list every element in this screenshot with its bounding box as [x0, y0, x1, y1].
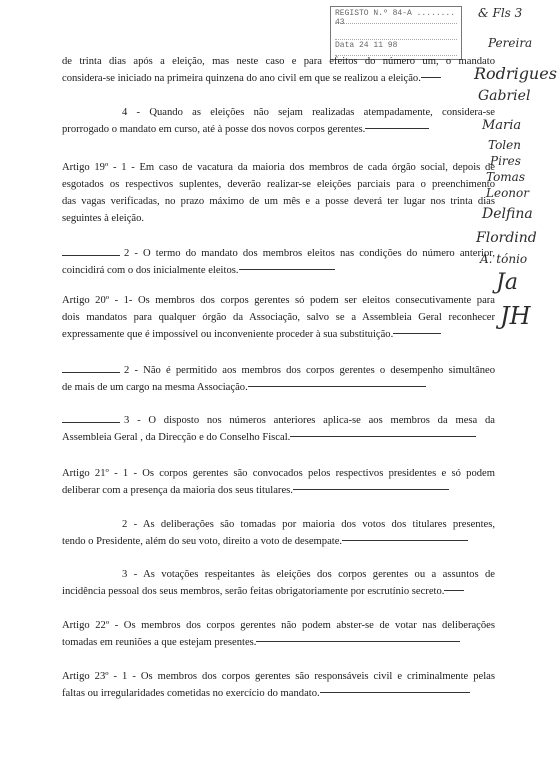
text-line: 2 - As deliberações são tomadas por maioria dos votos dos titulares presentes, [122, 519, 495, 530]
paragraph [62, 104, 495, 138]
text-line-content: tomadas em reuniões a que estejam presentes. [62, 637, 257, 648]
fill-rule [248, 386, 426, 387]
text-line: seguintes à eleição. [62, 213, 145, 224]
handwritten-signature: JH [500, 302, 531, 330]
text-line-content: expressamente que é impossível ou inconveniente proceder à sua substituição. [62, 329, 394, 340]
fill-rule [290, 436, 476, 437]
text-line: esgotados os respectivos suplentes, deverão realizar-se eleições parciais para o preenchimento [62, 179, 495, 190]
text-line: de trinta dias após a eleição, mas neste caso e para efeitos do número um, o mandato [62, 56, 495, 67]
text-line-content: 3 - O disposto nos números anteriores aplica-se aos membros da mesa da [124, 415, 495, 426]
handwritten-signature: Flordind [476, 230, 537, 246]
text-line: Artigo 19º - 1 - Em caso de vacatura da maioria dos membros de cada órgão social, depois de [62, 162, 495, 173]
handwritten-signature: Leonor [486, 186, 529, 200]
text-line-content: prorrogado o mandato em curso, até à posse dos novos corpos gerentes. [62, 124, 366, 135]
text-line [62, 245, 495, 262]
handwritten-page-mark: & Fls 3 [478, 6, 523, 20]
text-line [62, 362, 495, 379]
text-line: 3 - As votações respeitantes às eleições dos corpos gerentes ou a assuntos de [122, 569, 495, 580]
text-line-content: tendo o Presidente, além do seu voto, direito a voto de desempate. [62, 536, 343, 547]
text-line [62, 634, 495, 651]
handwritten-signature: Maria [482, 118, 522, 133]
text-line [62, 121, 495, 138]
text-line [62, 429, 495, 446]
text-line [62, 533, 495, 550]
text-line-content: Assembleia Geral , da Direcção e do Conselho Fiscal. [62, 432, 291, 443]
handwritten-signature: Delfina [482, 206, 533, 222]
paragraph [62, 566, 495, 600]
fill-rule [320, 692, 470, 693]
text-line: das vagas verificadas, no prazo máximo de um mês e a posse deverá ter lugar nos trinta dias [62, 196, 495, 207]
registration-stamp [330, 6, 462, 60]
text-line [62, 412, 495, 429]
paragraph [62, 53, 495, 87]
lead-rule [62, 422, 120, 423]
text-line [62, 326, 495, 343]
fill-rule [365, 128, 429, 129]
text-line [62, 583, 495, 600]
fill-rule [342, 540, 468, 541]
handwritten-signature: Rodrigues [474, 64, 557, 83]
text-line-content: faltas ou irregularidades cometidas no exercício do mandato. [62, 688, 320, 699]
text-line: 4 - Quando as eleições não sejam realizadas atempadamente, considera-se [122, 107, 495, 118]
paragraph [62, 245, 495, 279]
paragraph [62, 412, 495, 446]
text-line: Artigo 23º - 1 - Os membros dos corpos gerentes são responsáveis civil e criminalmente pelas [62, 671, 495, 682]
text-line [62, 685, 495, 702]
handwritten-signature: Ja [496, 270, 518, 295]
article-paragraph [62, 617, 495, 651]
text-line-content: coincidirá com o dos inicialmente eleitos. [62, 265, 239, 276]
text-line: Artigo 20º - 1- Os membros dos corpos gerentes só podem ser eleitos consecutivamente para [62, 295, 495, 306]
text-line-content: 2 - O termo do mandato dos membros eleitos nas condições do número anterior, [124, 248, 495, 259]
article-paragraph [62, 465, 495, 499]
text-line: Artigo 21º - 1 - Os corpos gerentes são convocados pelos respectivos presidentes e só podem [62, 468, 495, 479]
text-line-content: 2 - Não é permitido aos membros dos corpos gerentes o desempenho simultâneo [124, 365, 495, 376]
fill-rule [239, 269, 335, 270]
article-paragraph [62, 159, 495, 227]
text-line: dois mandatos para qualquer órgão da Associação, salvo se a Assembleia Geral reconhecer [62, 312, 495, 323]
lead-rule [62, 255, 120, 256]
text-line-content: de mais de um cargo na mesma Associação. [62, 382, 248, 393]
fill-rule [444, 590, 464, 591]
handwritten-signature: Pereira [488, 36, 533, 50]
text-line: Artigo 22º - Os membros dos corpos gerentes não podem abster-se de votar nas deliberações [62, 620, 495, 631]
fill-rule [421, 77, 441, 78]
stamp-line: Data 24 11 98 [335, 41, 457, 56]
handwritten-signature: Pires [490, 154, 521, 168]
text-line [62, 379, 495, 396]
paragraph [62, 516, 495, 550]
article-paragraph [62, 668, 495, 702]
stamp-line [335, 25, 457, 40]
text-line-content: considera-se iniciado na primeira quinzena do ano civil em que se realizou a eleição. [62, 73, 421, 84]
text-line-content: incidência pessoal dos seus membros, serão feitas obrigatoriamente por escrutínio secreto. [62, 586, 445, 597]
fill-rule [293, 489, 449, 490]
text-line [62, 482, 495, 499]
article-paragraph [62, 292, 495, 343]
paragraph [62, 362, 495, 396]
handwritten-signature: Tolen [488, 138, 521, 152]
fill-rule [393, 333, 441, 334]
handwritten-signature: Tomas [486, 170, 525, 184]
handwritten-signature: Gabriel [478, 88, 531, 104]
text-line [62, 262, 495, 279]
text-line-content: deliberar com a presença da maioria dos seus titulares. [62, 485, 293, 496]
handwritten-signature: A. tónio [480, 252, 528, 266]
text-line [62, 70, 495, 87]
lead-rule [62, 372, 120, 373]
stamp-line: REGISTO N.º 84-A ........ 43 [335, 9, 456, 27]
fill-rule [256, 641, 460, 642]
